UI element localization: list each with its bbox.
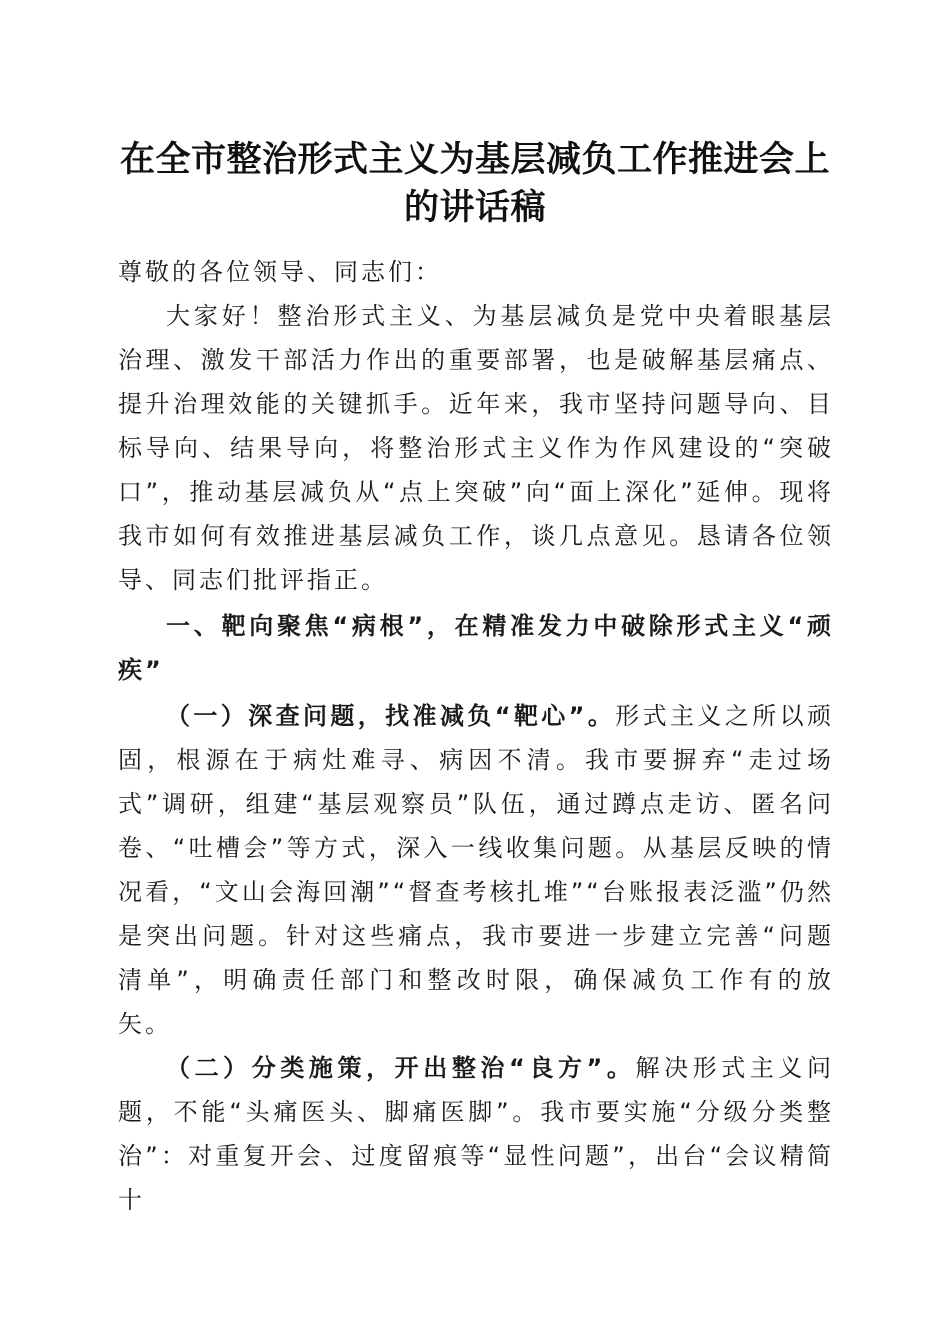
subsection-2-paragraph <box>118 1046 834 1222</box>
document-body <box>118 250 834 1222</box>
subsection-1-paragraph <box>118 694 834 1046</box>
section-1-heading: 一、靶向聚焦“病根”，在精准发力中破除形式主义“顽疾” <box>118 612 834 684</box>
subsection-2-lead: （二）分类施策，开出整治“良方”。 <box>166 1054 636 1082</box>
subsection-1-body: 形式主义之所以顽固，根源在于病灶难寻、病因不清。我市要摒弃“走过场式”调研，组建“基层观察员”队伍，通过蹲点走访、匿名问卷、“吐槽会”等方式，深入一线收集问题。从基层反映的情况看，“文山会海回潮”“督查考核扎堆”“台账报表泛滥”仍然是突出问题。针对这些痛点，我市要进一步建立完善“问题清单”，明确责任部门和整改时限，确保减负工作有的放矢。 <box>118 702 835 1038</box>
title-line-2: 的讲话稿 <box>403 187 546 228</box>
title-line-1: 在全市整治形式主义为基层减负工作推进会上 <box>119 139 830 180</box>
intro-paragraph: 大家好！整治形式主义、为基层减负是党中央着眼基层治理、激发干部活力作出的重要部署，也是破解基层痛点、提升治理效能的关键抓手。近年来，我市坚持问题导向、目标导向、结果导向，将整治形式主义作为作风建设的“突破口”，推动基层减负从“点上突破”向“面上深化”延伸。现将我市如何有效推进基层减负工作，谈几点意见。恳请各位领导、同志们批评指正。 <box>118 302 834 594</box>
greeting: 尊敬的各位领导、同志们： <box>118 258 442 286</box>
subsection-1-lead: （一）深查问题，找准减负“靶心”。 <box>166 702 616 730</box>
document-title <box>100 136 850 232</box>
subsection-2-body: 解决形式主义问题，不能“头痛医头、脚痛医脚”。我市要实施“分级分类整治”：对重复开会、过度留痕等“显性问题”，出台“会议精简十 <box>118 1054 835 1214</box>
